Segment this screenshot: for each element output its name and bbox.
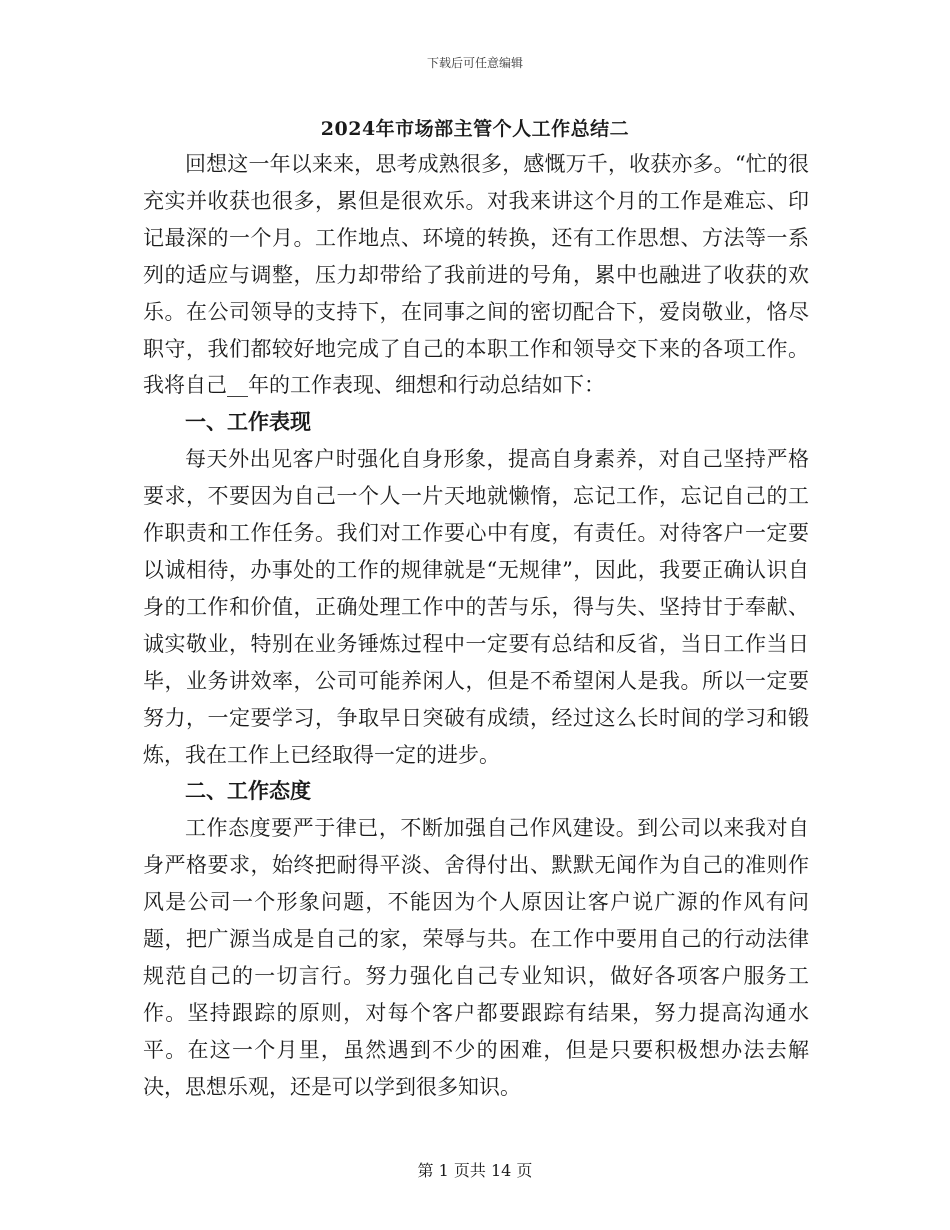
section-heading-work-performance: 一、工作表现 <box>185 410 311 435</box>
page-header-note: 下载后可任意编辑 <box>426 56 523 70</box>
section-paragraph-work-attitude: 工作态度要严于律已，不断加强自己作风建设。到公司以来我对自身严格要求，始终把耐得平淡、舍得付出、默默无闻作为自己的准则作风是公司一个形象问题，不能因为个人原因让客户说广源的作风有问题，把广源当成是自己的家，荣辱与共。在工作中要用自己的行动法律规范自己的一切言行。努力强化自己专业知识，做好各项客户服务工作。坚持跟踪的原则，对每个客户都要跟踪有结果，努力提高沟通水平。在这一个月里，虽然遇到不少的困难，但是只要积极想办法去解决，思想乐观，还是可以学到很多知识。 <box>143 816 809 1099</box>
section-paragraph-work-performance: 每天外出见客户时强化自身形象，提高自身素养，对自己坚持严格要求，不要因为自己一个人一片天地就懒惰，忘记工作，忘记自己的工作职责和工作任务。我们对工作要心中有度，有责任。对待客户一定要以诚相待，办事处的工作的规律就是“无规律”，因此，我要正确认识自身的工作和价值，正确处理工作中的苦与乐，得与失、坚持甘于奉献、诚实敬业，特别在业务锤炼过程中一定要有总结和反省，当日工作当日毕，业务讲效率，公司可能养闲人，但是不希望闲人是我。所以一定要努力，一定要学习，争取早日突破有成绩，经过这么长时间的学习和锻炼，我在工作上已经取得一定的进步。 <box>143 447 809 767</box>
page-number-footer: 第 1 页共 14 页 <box>417 1161 533 1180</box>
section-heading-work-attitude: 二、工作态度 <box>185 779 311 804</box>
document-body <box>143 146 809 1106</box>
document-title: 2024年市场部主管个人工作总结二 <box>320 118 630 140</box>
intro-paragraph: 回想这一年以来来，思考成熟很多，感慨万千，收获亦多。“忙的很充实并收获也很多，累但是很欢乐。对我来讲这个月的工作是难忘、印记最深的一个月。工作地点、环境的转换，还有工作思想、方法等一系列的适应与调整，压力却带给了我前进的号角，累中也融进了收获的欢乐。在公司领导的支持下，在同事之间的密切配合下，爱岗敬业，恪尽职守，我们都较好地完成了自己的本职工作和领导交下来的各项工作。我将自己__年的工作表现、细想和行动总结如下： <box>143 152 809 398</box>
